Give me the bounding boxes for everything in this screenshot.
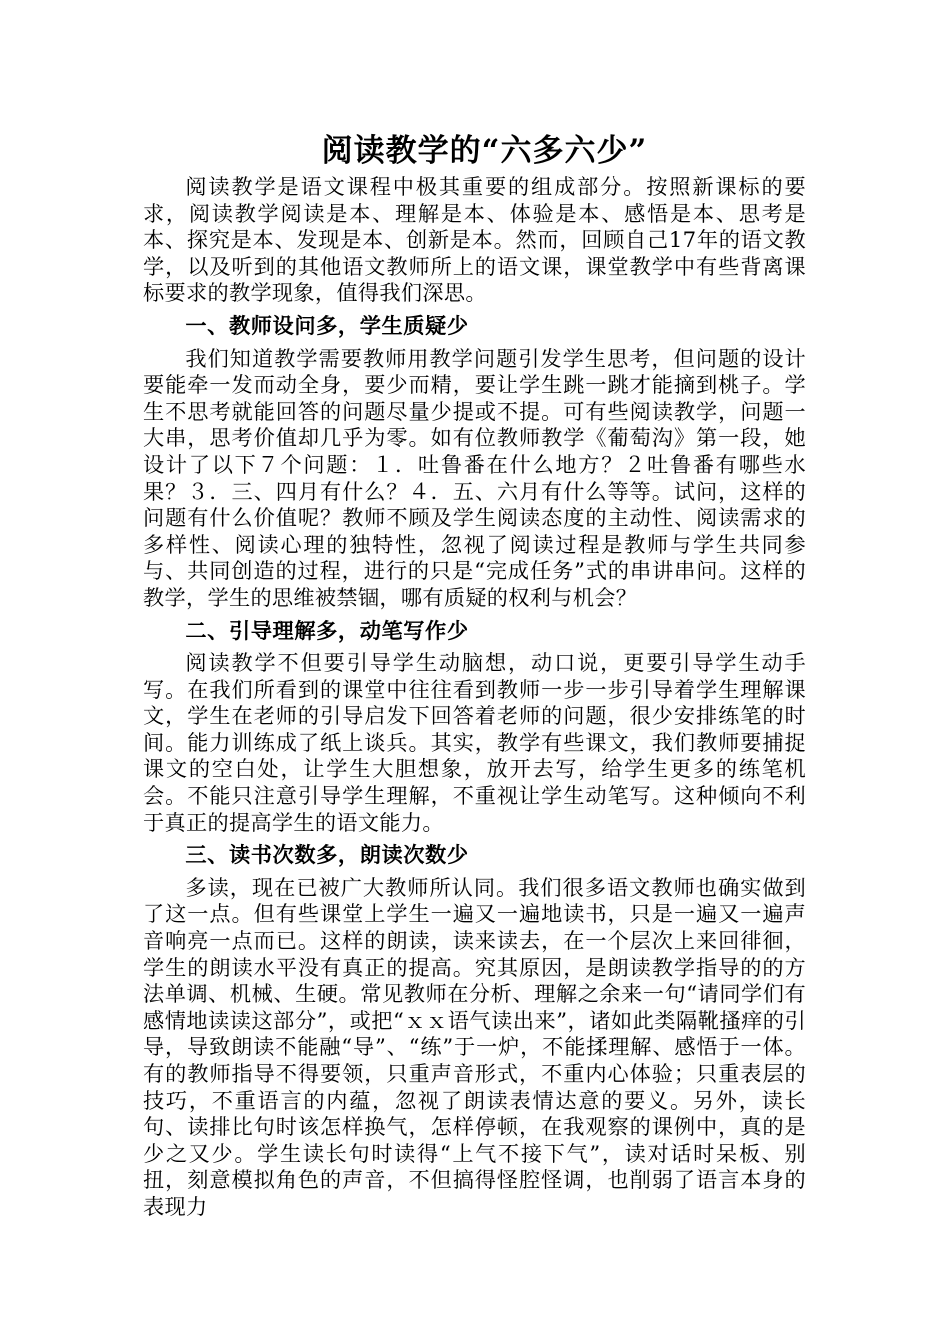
section-3-heading: 三、读书次数多，朗读次数少 [185,842,469,868]
section-1-body: 我们知道教学需要教师用教学问题引发学生思考，但问题的设计要能牵一发而动全身，要少而精，要让学生跳一跳才能摘到桃子。学生不思考就能回答的问题尽量少提或不提。可有些阅读教学，问题一大串，思考价值却几乎为零。如有位教师教学《葡萄沟》第一段，她设计了以下７个问题：１．吐鲁番在什么地方？２吐鲁番有哪些水果？３．三、四月有什么？４．五、六月有什么等等。试问，这样的问题有什么价值呢？教师不顾及学生阅读态度的主动性、阅读需求的多样性、阅读心理的独特性，忽视了阅读过程是教师与学生共同参与、共同创造的过程，进行的只是“完成任务”式的串讲串问。这样的教学，学生的思维被禁锢，哪有质疑的权利与机会？ [143,345,806,610]
document-page [143,128,806,1221]
section-1-heading: 一、教师设问多，学生质疑少 [185,312,469,338]
section-3-body: 多读，现在已被广大教师所认同。我们很多语文教师也确实做到了这一点。但有些课堂上学生一遍又一遍地读书，只是一遍又一遍声音响亮一点而已。这样的朗读，读来读去，在一个层次上来回徘徊，学生的朗读水平没有真正的提高。究其原因，是朗读教学指导的的方法单调、机械、生硬。常见教师在分析、理解之余来一句“请同学们有感情地读读这部分”，或把“ｘｘ语气读出来”，诸如此类隔靴搔痒的引导，导致朗读不能融“导”、“练”于一炉，不能揉理解、感悟于一体。有的教师指导不得要领，只重声音形式，不重内心体验；只重表层的技巧，不重语言的内蕴，忽视了朗读表情达意的要义。另外，读长句、读排比句时该怎样换气，怎样停顿，在我观察的课例中，真的是少之又少。学生读长句时读得“上气不接下气”，读对话时呆板、别扭，刻意模拟角色的声音，不但搞得怪腔怪调，也削弱了语言本身的表现力 [143,874,806,1219]
document-title: 阅读教学的“六多六少” [321,133,648,169]
section-2-body: 阅读教学不但要引导学生动脑想，动口说，更要引导学生动手写。在我们所看到的课堂中往往看到教师一步一步引导着学生理解课文，学生在老师的引导启发下回答着老师的问题，很少安排练笔的时间。能力训练成了纸上谈兵。其实，教学有些课文，我们教师要捕捉课文的空白处，让学生大胆想象，放开去写，给学生更多的练笔机会。不能只注意引导学生理解，不重视让学生动笔写。这种倾向不利于真正的提高学生的语文能力。 [143,650,806,835]
intro-paragraph: 阅读教学是语文课程中极其重要的组成部分。按照新课标的要求，阅读教学阅读是本、理解是本、体验是本、感悟是本、思考是本、探究是本、发现是本、创新是本。然而，回顾自己17年的语文教学，以及听到的其他语文教师所上的语文课，课堂教学中有些背离课标要求的教学现象，值得我们深思。 [143,174,806,306]
section-2-heading: 二、引导理解多，动笔写作少 [185,617,469,643]
